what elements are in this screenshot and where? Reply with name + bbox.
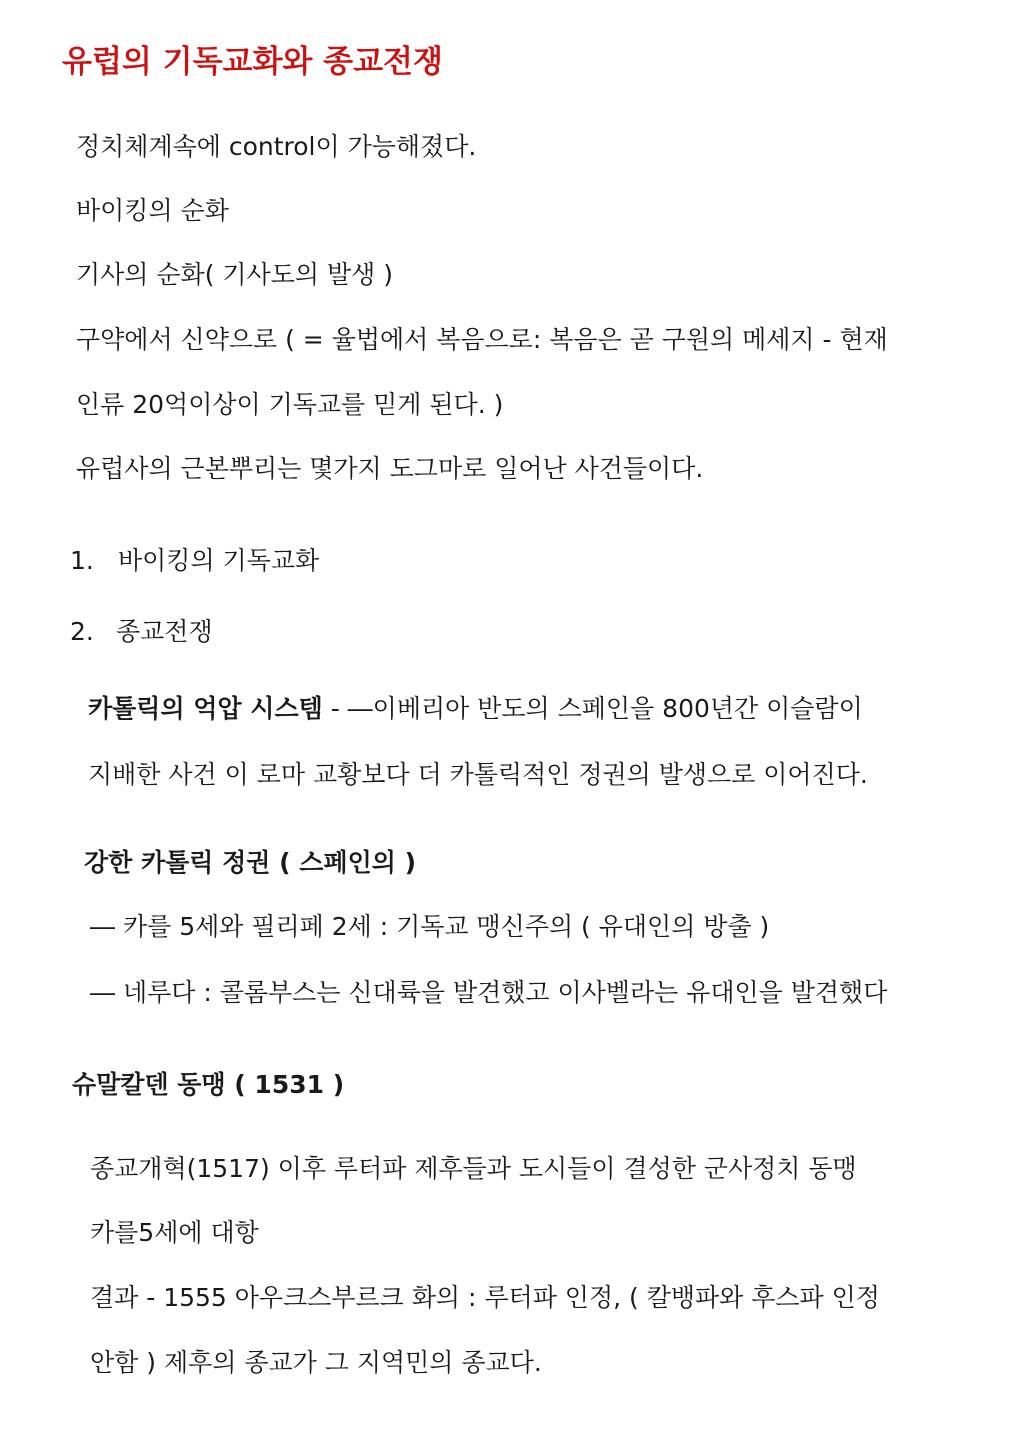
intro-line: 유럽사의 근본뿌리는 몇가지 도그마로 일어난 사건들이다. <box>76 454 704 483</box>
schmalkalden-line: 종교개혁(1517) 이후 루터파 제후들과 도시들이 결성한 군사정치 동맹 <box>90 1154 857 1183</box>
strong-item: ― 카를 5세와 필리페 2세 : 기독교 맹신주의 ( 유대인의 방출 ) <box>90 912 770 941</box>
intro-line: 바이킹의 순화 <box>76 196 229 225</box>
list-item <box>70 544 319 578</box>
page-title: 유럽의 기독교화와 종교전쟁 <box>62 44 443 80</box>
strong-item: ― 네루다 : 콜롬부스는 신대륙을 발견했고 이사벨라는 유대인을 발견했다 <box>90 978 888 1007</box>
section-heading: 강한 카톨릭 정권 ( 스페인의 ) <box>84 848 417 877</box>
catholic-line: 지배한 사건 이 로마 교황보다 더 카톨릭적인 정권의 발생으로 이어진다. <box>88 760 868 789</box>
list-item <box>70 615 213 649</box>
section-heading: 슈말칼덴 동맹 ( 1531 ) <box>72 1070 345 1099</box>
schmalkalden-line: 안함 ) 제후의 종교가 그 지역민의 종교다. <box>90 1348 542 1377</box>
list-number: 2. <box>70 617 94 646</box>
schmalkalden-line: 카를5세에 대항 <box>90 1218 259 1247</box>
catholic-line <box>88 692 863 726</box>
schmalkalden-line: 결과 - 1555 아우크스부르크 화의 : 루터파 인정, ( 칼뱅파와 후스파 인정 <box>90 1283 880 1312</box>
intro-line: 정치체계속에 control이 가능해졌다. <box>76 132 477 161</box>
intro-line: 구약에서 신약으로 ( = 율법에서 복음으로: 복음은 곧 구원의 메세지 - 현재 <box>76 325 888 354</box>
list-text: 바이킹의 기독교화 <box>118 546 320 575</box>
intro-line: 인류 20억이상이 기독교를 믿게 된다. ) <box>76 390 504 419</box>
intro-line: 기사의 순화( 기사도의 발생 ) <box>76 260 393 289</box>
catholic-heading: 카톨릭의 억압 시스템 <box>88 694 323 723</box>
catholic-text: - ―이베리아 반도의 스페인을 800년간 이슬람이 <box>322 694 863 723</box>
list-text: 종교전쟁 <box>116 617 213 646</box>
list-number: 1. <box>70 546 94 575</box>
